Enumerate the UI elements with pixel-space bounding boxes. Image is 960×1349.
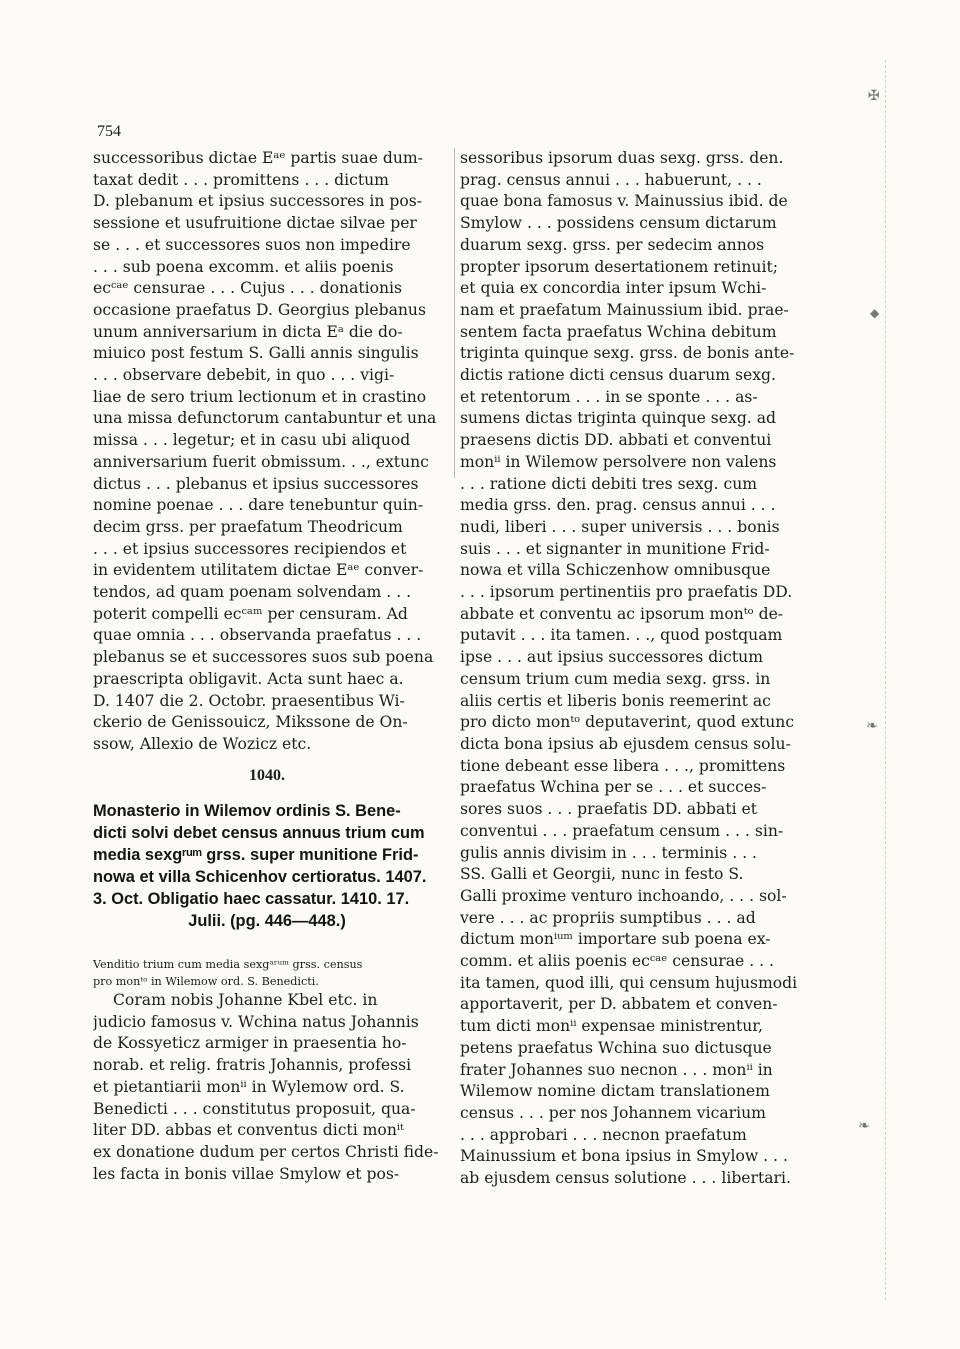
text-line: ipse . . . aut ipsius successores dictum xyxy=(460,648,763,667)
text-line: tione debeant esse libera . . ., promittens xyxy=(460,756,786,775)
text-line: praefatus Wchina per se . . . et succes- xyxy=(460,778,767,797)
text-line: . . . ratione dicti debiti tres sexg. cum xyxy=(460,474,758,493)
text-line: sores suos . . . praefatis DD. abbati et xyxy=(460,800,758,819)
text-line: D. plebanum et ipsius successores in pos- xyxy=(93,192,422,211)
text-line: quae omnia . . . observanda praefatus . . . xyxy=(93,626,422,645)
text-line: media grss. den. prag. census annui . . . xyxy=(460,496,776,515)
text-line: censum trium cum media sexg. grss. in xyxy=(460,669,771,688)
text-line: sessoribus ipsorum duas sexg. grss. den. xyxy=(460,149,784,167)
text-line: census . . . per nos Johannem vicarium xyxy=(460,1103,766,1122)
text-line: se . . . et successores suos non impedire xyxy=(93,235,411,254)
text-line: dictus . . . plebanus et ipsius successores xyxy=(93,474,419,493)
text-line: missa . . . legetur; et in casu ubi aliquod xyxy=(93,431,411,450)
text-line: praescripta obligavit. Acta sunt haec a. xyxy=(93,669,404,688)
text-line: nudi, liberi . . . super universis . . . bonis xyxy=(460,517,780,536)
text-line: apportaverit, per D. abbatem et conven- xyxy=(460,995,778,1014)
page-edge-line xyxy=(885,60,886,1300)
text-line: sessione et usufruitione dictae silvae per xyxy=(93,214,417,233)
text-line: . . . et ipsius successores recipiendos et xyxy=(93,539,407,558)
text-line: ecᶜᵃᵉ censurae . . . Cujus . . . donationis xyxy=(93,279,403,298)
document-number: 1040. xyxy=(249,767,285,784)
page-number: 754 xyxy=(97,123,121,140)
margin-mark-lower: ❧ xyxy=(866,718,878,734)
text-line: praesens dictis DD. abbati et conventui xyxy=(460,431,772,450)
text-line: D. 1407 die 2. Octobr. praesentibus Wi- xyxy=(93,691,405,710)
text-line: conventui . . . praefatum censum . . . sin- xyxy=(460,821,784,840)
text-line: Benedicti . . . constitutus proposuit, qua- xyxy=(93,1099,416,1118)
column-divider xyxy=(454,148,455,478)
text-line: monⁱⁱ in Wilemow persolvere non valens xyxy=(460,452,777,471)
text-line: gulis annis divisim in . . . terminis . . . xyxy=(460,843,758,862)
text-line: putavit . . . ita tamen. . ., quod postquam xyxy=(460,626,783,645)
right-column xyxy=(460,148,812,1190)
text-line: et retentorum . . . in se sponte . . . as- xyxy=(460,387,758,406)
margin-mark-bottom: ❧ xyxy=(858,1118,870,1134)
text-line: de Kossyeticz armiger in praesentia ho- xyxy=(93,1034,407,1053)
text-line: sumens dictas triginta quinque sexg. ad xyxy=(460,409,776,428)
text-line: sentem facta praefatus Wchina debitum xyxy=(460,322,777,341)
text-line: Venditio trium cum media sexgᵃʳᵘᵐ grss. census xyxy=(93,958,363,971)
text-line: tum dicti monⁱⁱ expensae ministrentur, xyxy=(460,1017,763,1036)
text-line: liter DD. abbas et conventus dicti monⁱᵗ xyxy=(93,1121,404,1140)
text-line: nowa et villa Schicenhov certioratus. 1407. xyxy=(93,868,427,886)
text-line: Mainussium et bona ipsius in Smylow . . . xyxy=(460,1147,788,1166)
text-line: anniversarium fuerit obmissum. . ., extunc xyxy=(93,452,429,471)
text-line: tendos, ad quam poenam solvendam . . . xyxy=(93,583,412,602)
text-line: . . . observare debebit, in quo . . . vigi- xyxy=(93,366,395,385)
text-line: Julii. (pg. 446—448.) xyxy=(188,912,346,930)
left-column xyxy=(93,148,441,756)
text-line: ckerio de Genissouicz, Mikssone de On- xyxy=(93,713,408,732)
text-line: judicio famosus v. Wchina natus Johannis xyxy=(93,1012,419,1031)
text-line: nowa et villa Schiczenhow omnibusque xyxy=(460,561,771,580)
text-line: suis . . . et signanter in munitione Frid- xyxy=(460,539,770,558)
text-line: SS. Galli et Georgii, nunc in festo S. xyxy=(460,865,744,884)
text-line: plebanus se et successores suos sub poena xyxy=(93,648,434,667)
text-line: abbate et conventu ac ipsorum monᵗᵒ de- xyxy=(460,604,784,623)
text-line: media sexgʳᵘᵐ grss. super munitione Frid- xyxy=(93,846,419,864)
text-line: Monasterio in Wilemov ordinis S. Bene- xyxy=(93,802,401,820)
text-line: et pietantiarii monⁱⁱ in Wylemow ord. S. xyxy=(93,1077,405,1096)
margin-mark-middle: ◆ xyxy=(870,306,880,320)
text-line: comm. et aliis poenis ecᶜᵃᵉ censurae . . . xyxy=(460,952,775,971)
text-line: pro dicto monᵗᵒ deputaverint, quod extunc xyxy=(460,713,795,732)
text-line: Coram nobis Johanne Kbel etc. in xyxy=(113,991,378,1009)
text-line: vere . . . ac propriis sumptibus . . . ad xyxy=(460,908,756,927)
text-line: . . . approbari . . . necnon praefatum xyxy=(460,1125,747,1144)
text-line: Galli proxime venturo inchoando, . . . sol- xyxy=(460,886,787,905)
text-line: poterit compelli ecᶜᵃᵐ per censuram. Ad xyxy=(93,604,408,623)
text-line: pro monᵗᵒ in Wilemow ord. S. Benedicti. xyxy=(93,975,319,988)
text-line: triginta quinque sexg. grss. de bonis ante- xyxy=(460,344,795,363)
text-line: dicti solvi debet census annuus trium cum xyxy=(93,824,425,842)
text-line: Wilemow nomine dictam translationem xyxy=(460,1082,770,1101)
text-line: . . . ipsorum pertinentiis pro praefatis DD. xyxy=(460,583,793,602)
text-line: Smylow . . . possidens censum dictarum xyxy=(460,214,777,233)
text-line: una missa defunctorum cantabuntur et una xyxy=(93,409,437,428)
text-line: nomine poenae . . . dare tenebuntur quin- xyxy=(93,496,424,515)
text-line: ab ejusdem census solutione . . . libertari. xyxy=(460,1169,791,1188)
text-line: taxat dedit . . . promittens . . . dictum xyxy=(93,170,389,189)
text-line: duarum sexg. grss. per sedecim annos xyxy=(460,235,765,254)
text-line: petens praefatus Wchina suo dictusque xyxy=(460,1038,772,1057)
text-line: decim grss. per praefatum Theodricum xyxy=(93,517,403,536)
margin-mark-top: ✠ xyxy=(868,88,880,104)
text-line: ex donatione dudum per certos Christi fide- xyxy=(93,1142,439,1161)
text-line: 3. Oct. Obligatio haec cassatur. 1410. 17. xyxy=(93,890,410,908)
text-line: quae bona famosus v. Mainussius ibid. de xyxy=(460,192,788,211)
text-line: dictum monⁱᵘᵐ importare sub poena ex- xyxy=(460,930,771,949)
text-line: miuico post festum S. Galli annis singulis xyxy=(93,344,419,363)
text-line: ita tamen, quod illi, qui censum hujusmodi xyxy=(460,973,798,992)
text-line: prag. census annui . . . habuerunt, . . . xyxy=(460,170,762,189)
text-line: unum anniversarium in dicta Eᵃ die do- xyxy=(93,322,403,341)
text-line: les facta in bonis villae Smylow et pos- xyxy=(93,1164,400,1183)
text-line: successoribus dictae Eᵃᵉ partis suae dum- xyxy=(93,149,423,167)
document-body-left xyxy=(93,990,441,1185)
text-line: ssow, Allexio de Wozicz etc. xyxy=(93,734,312,753)
text-line: in evidentem utilitatem dictae Eᵃᵉ conver- xyxy=(93,561,424,580)
text-line: frater Johannes suo necnon . . . monⁱⁱ in xyxy=(460,1060,773,1079)
text-line: norab. et relig. fratris Johannis, professi xyxy=(93,1056,412,1075)
document-heading xyxy=(93,800,441,932)
text-line: dictis ratione dicti census duarum sexg. xyxy=(460,366,776,385)
text-line: propter ipsorum desertationem retinuit; xyxy=(460,257,778,276)
text-line: et quia ex concordia inter ipsum Wchi- xyxy=(460,279,767,298)
text-line: aliis certis et liberis bonis reemerint ac xyxy=(460,691,771,710)
text-line: . . . sub poena excomm. et aliis poenis xyxy=(93,257,394,276)
text-line: occasione praefatus D. Georgius plebanus xyxy=(93,300,426,319)
text-line: dicta bona ipsius ab ejusdem census solu- xyxy=(460,734,791,753)
document-summary xyxy=(93,956,441,990)
text-line: nam et praefatum Mainussium ibid. prae- xyxy=(460,300,789,319)
text-line: liae de sero trium lectionum et in crastino xyxy=(93,387,427,406)
